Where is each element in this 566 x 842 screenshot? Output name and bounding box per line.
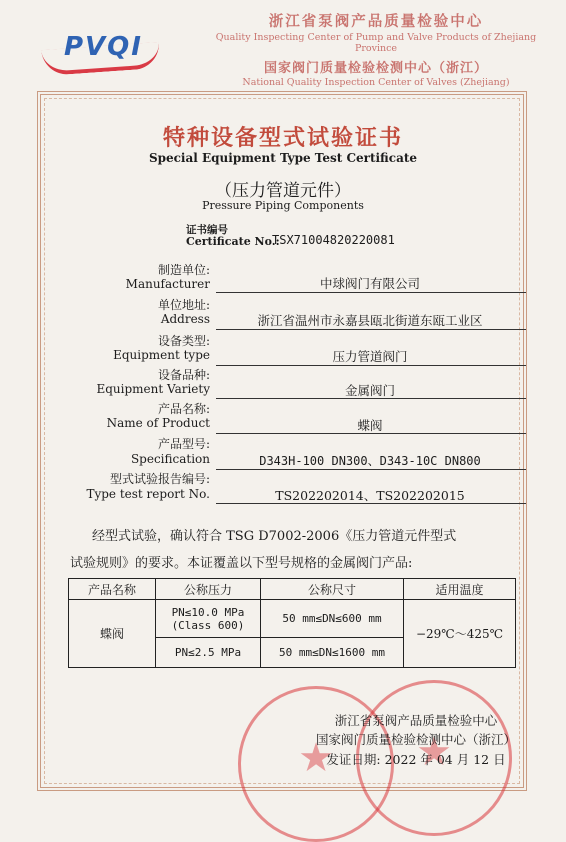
spec-table xyxy=(68,578,516,668)
size-cell: 50 mm≤DN≤1600 mm xyxy=(261,638,404,668)
field-value: 压力管道阀门 xyxy=(332,349,408,364)
temperature-cell: −29℃～425℃ xyxy=(404,600,516,668)
certificate-label-cn: 证书编号 xyxy=(186,224,228,236)
pressure-class: (Class 600) xyxy=(171,618,245,632)
field-value: TS202202014、TS202202015 xyxy=(275,488,465,503)
size-cell: 50 mm≤DN≤600 mm xyxy=(261,600,404,638)
header xyxy=(0,0,566,88)
field-label-en: Name of Product xyxy=(106,416,210,430)
field-label-cn: 产品型号: xyxy=(157,437,210,451)
statement-line-1: 经型式试验，确认符合 TSG D7002-2006《压力管道元件型式 xyxy=(92,529,457,544)
field-label-cn: 设备品种: xyxy=(157,368,210,382)
column-header: 公称尺寸 xyxy=(261,579,404,600)
field-underline xyxy=(216,469,526,470)
column-header: 公称压力 xyxy=(156,579,261,600)
table-header-row xyxy=(69,579,516,600)
field-underline xyxy=(216,365,526,366)
org-name-cn-2: 国家阀门质量检验检测中心（浙江） xyxy=(263,61,488,76)
issuer-name-1: 浙江省泵阀产品质量检验中心 xyxy=(334,713,498,728)
field-value: 金属阀门 xyxy=(344,383,395,398)
field-label-en: Address xyxy=(160,312,210,326)
field-underline xyxy=(216,292,526,293)
org-name-en-2: National Quality Inspection Center of Valves (Zhejiang) xyxy=(242,77,510,88)
field-label-en: Type test report No. xyxy=(86,487,210,501)
field-label-cn: 制造单位: xyxy=(157,263,210,277)
field-label-cn: 型式试验报告编号: xyxy=(109,472,210,486)
title-en: Special Equipment Type Test Certificate xyxy=(148,151,418,165)
field-label-en: Manufacturer xyxy=(125,277,210,291)
field-value: 浙江省温州市永嘉县瓯北街道东瓯工业区 xyxy=(257,313,483,328)
issue-date: 发证日期: 2022 年 04 月 12 日 xyxy=(326,752,506,767)
column-header: 适用温度 xyxy=(404,579,516,600)
field-label-cn: 产品名称: xyxy=(157,402,210,416)
pressure-cell xyxy=(156,600,261,638)
organization-name xyxy=(196,10,556,88)
org-name-cn-1: 浙江省泵阀产品质量检验中心 xyxy=(268,14,484,30)
product-cell: 蝶阀 xyxy=(69,600,156,668)
statement-line-2: 试验规则》的要求。本证覆盖以下型号规格的金属阀门产品: xyxy=(70,556,413,571)
field-value: D343H-100 DN300、D343-10C DN800 xyxy=(259,454,481,468)
field-underline xyxy=(216,329,526,330)
field-underline xyxy=(216,398,526,399)
field-label-en: Equipment type xyxy=(113,348,210,362)
field-label-cn: 设备类型: xyxy=(157,334,210,348)
certificate-number: TSX71004820220081 xyxy=(272,233,395,247)
field-underline xyxy=(216,433,526,434)
table-row xyxy=(69,600,516,638)
field-value: 蝶阀 xyxy=(357,418,383,433)
logo-text: PVQI xyxy=(64,32,143,62)
org-name-en-1: Quality Inspecting Center of Pump and Valve Products of Zhejiang Province xyxy=(215,32,537,54)
pvqi-logo xyxy=(38,30,178,70)
field-label-en: Equipment Variety xyxy=(96,382,210,396)
column-header: 产品名称 xyxy=(69,579,156,600)
title-cn: 特种设备型式试验证书 xyxy=(162,126,403,151)
subtitle-cn: （压力管道元件） xyxy=(215,181,351,201)
field-label-en: Specification xyxy=(130,452,210,466)
pressure-value: PN≤10.0 MPa xyxy=(171,605,245,619)
field-label-cn: 单位地址: xyxy=(157,298,210,312)
field-underline xyxy=(216,503,526,504)
pressure-cell: PN≤2.5 MPa xyxy=(156,638,261,668)
subtitle-en: Pressure Piping Components xyxy=(202,199,364,212)
certificate-label-en: Certificate No.: xyxy=(186,235,280,248)
field-value: 中球阀门有限公司 xyxy=(319,276,420,291)
issuer-name-2: 国家阀门质量检验检测中心（浙江） xyxy=(315,732,516,747)
